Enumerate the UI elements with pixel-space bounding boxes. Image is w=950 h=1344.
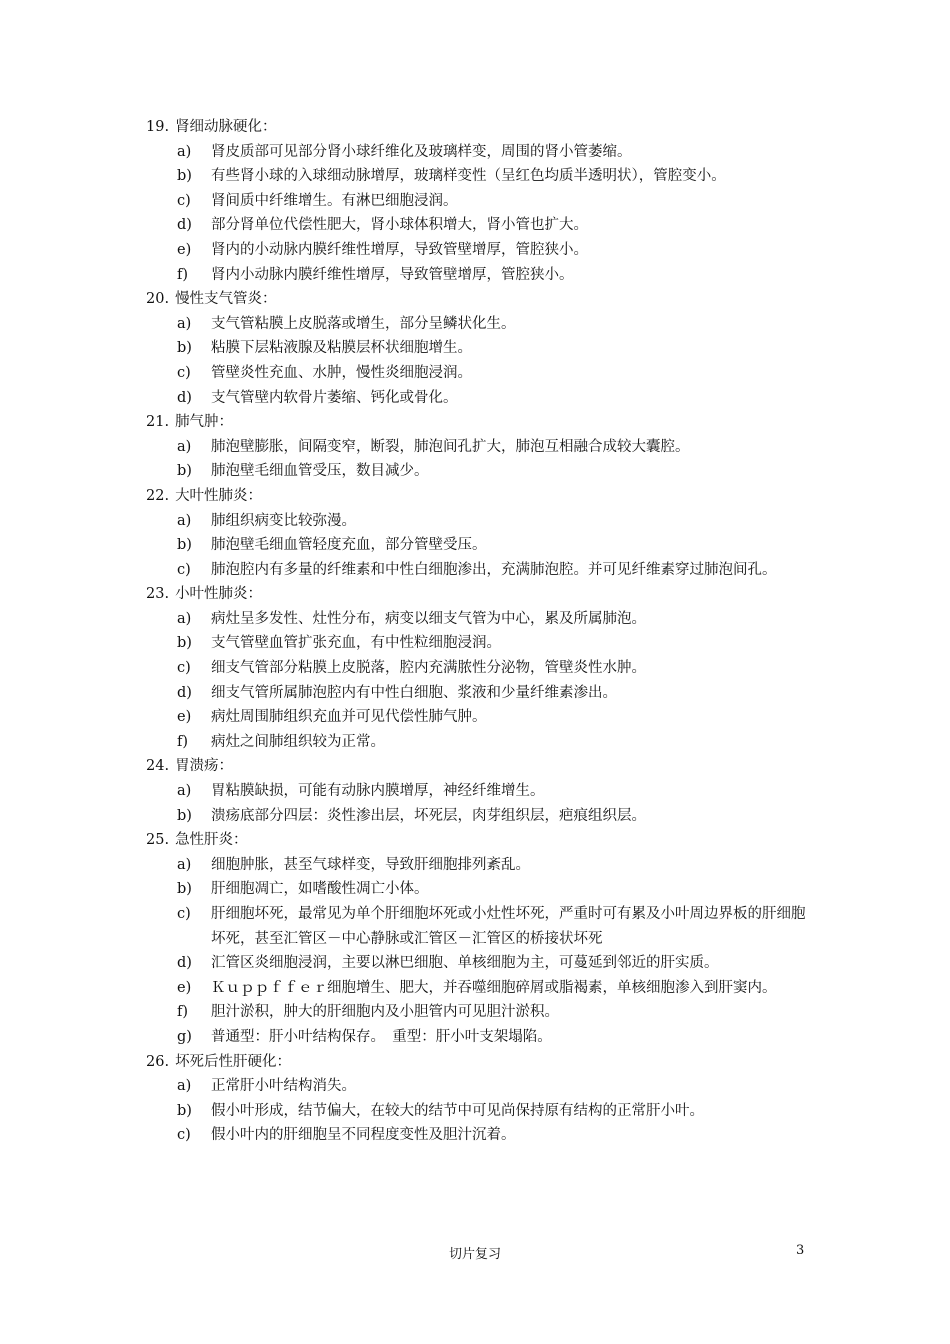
list-item (0, 877, 950, 902)
item-text: 假小叶内的肝细胞呈不同程度变性及胆汁沉着。 (211, 1127, 516, 1144)
item-marker: e) (177, 709, 192, 726)
item-text: 普通型：肝小叶结构保存。 重型：肝小叶支架塌陷。 (211, 1028, 552, 1045)
item-text: 胆汁淤积，肿大的肝细胞内及小胆管内可见胆汁淤积。 (211, 1004, 559, 1021)
list-item (0, 607, 950, 632)
item-text: 支气管壁内软骨片萎缩、钙化或骨化。 (211, 389, 458, 406)
item-text: 病灶之间肺组织较为正常。 (211, 733, 385, 750)
section-title: 大叶性肺炎： (175, 487, 263, 504)
section-heading (0, 115, 950, 140)
item-text: 有些肾小球的入球细动脉增厚，玻璃样变性（呈红色均质半透明状），管腔变小。 (211, 168, 726, 185)
section-number: 19. (146, 119, 170, 135)
item-text: 肺泡腔内有多量的纤维素和中性白细胞渗出，充满肺泡腔。并可见纤维素穿过肺泡间孔。 (211, 561, 777, 578)
section (0, 1050, 950, 1148)
document-body (0, 115, 950, 1148)
item-marker: c) (177, 906, 191, 922)
list-item (0, 1099, 950, 1124)
item-marker: c) (177, 192, 191, 209)
section-number: 25. (146, 832, 170, 849)
item-marker: a) (177, 783, 192, 800)
item-marker: d) (177, 217, 192, 234)
item-marker: f) (177, 266, 189, 283)
section-number: 23. (146, 586, 170, 603)
list-item (0, 730, 950, 755)
list-item (0, 1000, 950, 1025)
section-title: 慢性支气管炎： (175, 291, 277, 308)
item-marker: b) (177, 881, 192, 898)
item-marker: c) (177, 364, 191, 381)
item-marker: b) (177, 168, 192, 185)
list-item (0, 656, 950, 681)
item-text: 肺泡壁毛细血管轻度充血，部分管壁受压。 (211, 537, 487, 554)
item-text: 肺泡壁毛细血管受压，数目减少。 (211, 463, 429, 480)
item-text: 细支气管部分粘膜上皮脱落，腔内充满脓性分泌物，管壁炎性水肿。 (211, 660, 646, 677)
item-text: 细支气管所属肺泡腔内有中性白细胞、浆液和少量纤维素渗出。 (211, 684, 617, 701)
item-marker: a) (177, 512, 192, 529)
section (0, 410, 950, 484)
item-marker: a) (177, 438, 192, 455)
section-number: 22. (146, 487, 170, 504)
list-item (0, 386, 950, 411)
item-text: 病灶呈多发性、灶性分布，病变以细支气管为中心，累及所属肺泡。 (211, 610, 646, 627)
footer-title: 切片复习 (448, 1247, 501, 1262)
section-title: 肾细动脉硬化： (175, 119, 277, 135)
list-item (0, 631, 950, 656)
list-item (0, 361, 950, 386)
item-text: 肾内小动脉内膜纤维性增厚，导致管壁增厚，管腔狭小。 (211, 266, 574, 283)
item-text: 汇管区炎细胞浸润，主要以淋巴细胞、单核细胞为主，可蔓延到邻近的肝实质。 (211, 955, 719, 972)
section-heading (0, 582, 950, 607)
item-marker: a) (177, 1078, 192, 1095)
section-heading (0, 754, 950, 779)
item-text: 支气管壁血管扩张充血，有中性粒细胞浸润。 (211, 635, 501, 652)
list-item (0, 312, 950, 337)
section (0, 828, 950, 1049)
list-item (0, 902, 950, 951)
page-number: 3 (796, 1243, 805, 1258)
item-marker: c) (177, 1127, 191, 1144)
list-item (0, 951, 950, 976)
item-marker: b) (177, 1102, 192, 1119)
item-marker: c) (177, 660, 191, 677)
item-text: 正常肝小叶结构消失。 (211, 1078, 356, 1095)
item-marker: b) (177, 635, 192, 652)
section-number: 24. (146, 758, 170, 775)
item-text: 病灶周围肺组织充血并可见代偿性肺气肿。 (211, 709, 487, 726)
item-text: 假小叶形成，结节偏大，在较大的结节中可见尚保持原有结构的正常肝小叶。 (211, 1102, 704, 1119)
section (0, 484, 950, 582)
list-item (0, 164, 950, 189)
item-text: 支气管粘膜上皮脱落或增生，部分呈鳞状化生。 (211, 315, 516, 332)
section-title: 小叶性肺炎： (175, 586, 263, 603)
list-item (0, 1123, 950, 1148)
section-title: 肺气肿： (175, 414, 234, 431)
item-marker: b) (177, 537, 192, 554)
section-title: 急性肝炎： (175, 832, 248, 849)
item-text: 胃粘膜缺损，可能有动脉内膜增厚，神经纤维增生。 (211, 783, 545, 800)
list-item (0, 435, 950, 460)
list-item (0, 459, 950, 484)
item-marker: a) (177, 610, 192, 627)
item-text: 肾间质中纤维增生。有淋巴细胞浸润。 (211, 192, 458, 209)
item-text: 肝细胞凋亡，如嗜酸性凋亡小体。 (211, 881, 429, 898)
item-text: 粘膜下层粘液腺及粘膜层杯状细胞增生。 (211, 340, 472, 357)
list-item (0, 1074, 950, 1099)
item-text: 肝细胞坏死，最常见为单个肝细胞坏死或小灶性坏死，严重时可有累及小叶周边界板的肝细胞坏死，甚至汇管区－中心静脉或汇管区－汇管区的桥接状坏死 (211, 906, 806, 947)
item-marker: c) (177, 561, 191, 578)
list-item (0, 140, 950, 165)
list-item (0, 213, 950, 238)
list-item (0, 681, 950, 706)
item-text: Ｋｕｐｐｆｆｅｒ细胞增生、肥大，并吞噬细胞碎屑或脂褐素，单核细胞渗入到肝窦内。 (211, 979, 777, 996)
item-marker: e) (177, 241, 192, 258)
list-item (0, 336, 950, 361)
item-marker: d) (177, 389, 192, 406)
item-marker: g) (177, 1028, 192, 1045)
item-text: 肾内的小动脉内膜纤维性增厚，导致管壁增厚，管腔狭小。 (211, 241, 588, 258)
list-item (0, 779, 950, 804)
section (0, 287, 950, 410)
list-item (0, 705, 950, 730)
item-text: 管壁炎性充血、水肿，慢性炎细胞浸润。 (211, 364, 472, 381)
item-marker: d) (177, 684, 192, 701)
section-heading (0, 828, 950, 853)
item-marker: e) (177, 979, 192, 996)
list-item (0, 976, 950, 1001)
item-marker: a) (177, 315, 192, 332)
list-item (0, 853, 950, 878)
item-marker: b) (177, 340, 192, 357)
section (0, 754, 950, 828)
item-text: 肺组织病变比较弥漫。 (211, 512, 356, 529)
list-item (0, 263, 950, 288)
item-marker: b) (177, 807, 192, 824)
section-number: 20. (146, 291, 170, 308)
item-marker: b) (177, 463, 192, 480)
section-heading (0, 287, 950, 312)
section-heading (0, 484, 950, 509)
list-item (0, 558, 950, 583)
list-item (0, 804, 950, 829)
item-text: 肾皮质部可见部分肾小球纤维化及玻璃样变，周围的肾小管萎缩。 (211, 143, 632, 160)
section-heading (0, 1050, 950, 1075)
item-marker: f) (177, 733, 189, 750)
section (0, 115, 950, 287)
item-text: 部分肾单位代偿性肥大，肾小球体积增大，肾小管也扩大。 (211, 217, 588, 234)
item-text: 细胞肿胀，甚至气球样变，导致肝细胞排列紊乱。 (211, 856, 530, 873)
item-text: 肺泡壁膨胀，间隔变窄，断裂，肺泡间孔扩大，肺泡互相融合成较大囊腔。 (211, 438, 690, 455)
item-marker: f) (177, 1004, 189, 1021)
section-title: 胃溃疡： (175, 758, 234, 775)
section-heading (0, 410, 950, 435)
section-number: 26. (146, 1053, 170, 1070)
list-item (0, 1025, 950, 1050)
item-marker: a) (177, 143, 192, 160)
section-title: 坏死后性肝硬化： (175, 1053, 292, 1070)
section-number: 21. (146, 414, 170, 431)
item-text: 溃疡底部分四层：炎性渗出层，坏死层，肉芽组织层，疤痕组织层。 (211, 807, 646, 824)
section (0, 582, 950, 754)
list-item (0, 238, 950, 263)
list-item (0, 189, 950, 214)
list-item (0, 533, 950, 558)
item-marker: d) (177, 955, 192, 972)
list-item (0, 509, 950, 534)
item-marker: a) (177, 856, 192, 873)
